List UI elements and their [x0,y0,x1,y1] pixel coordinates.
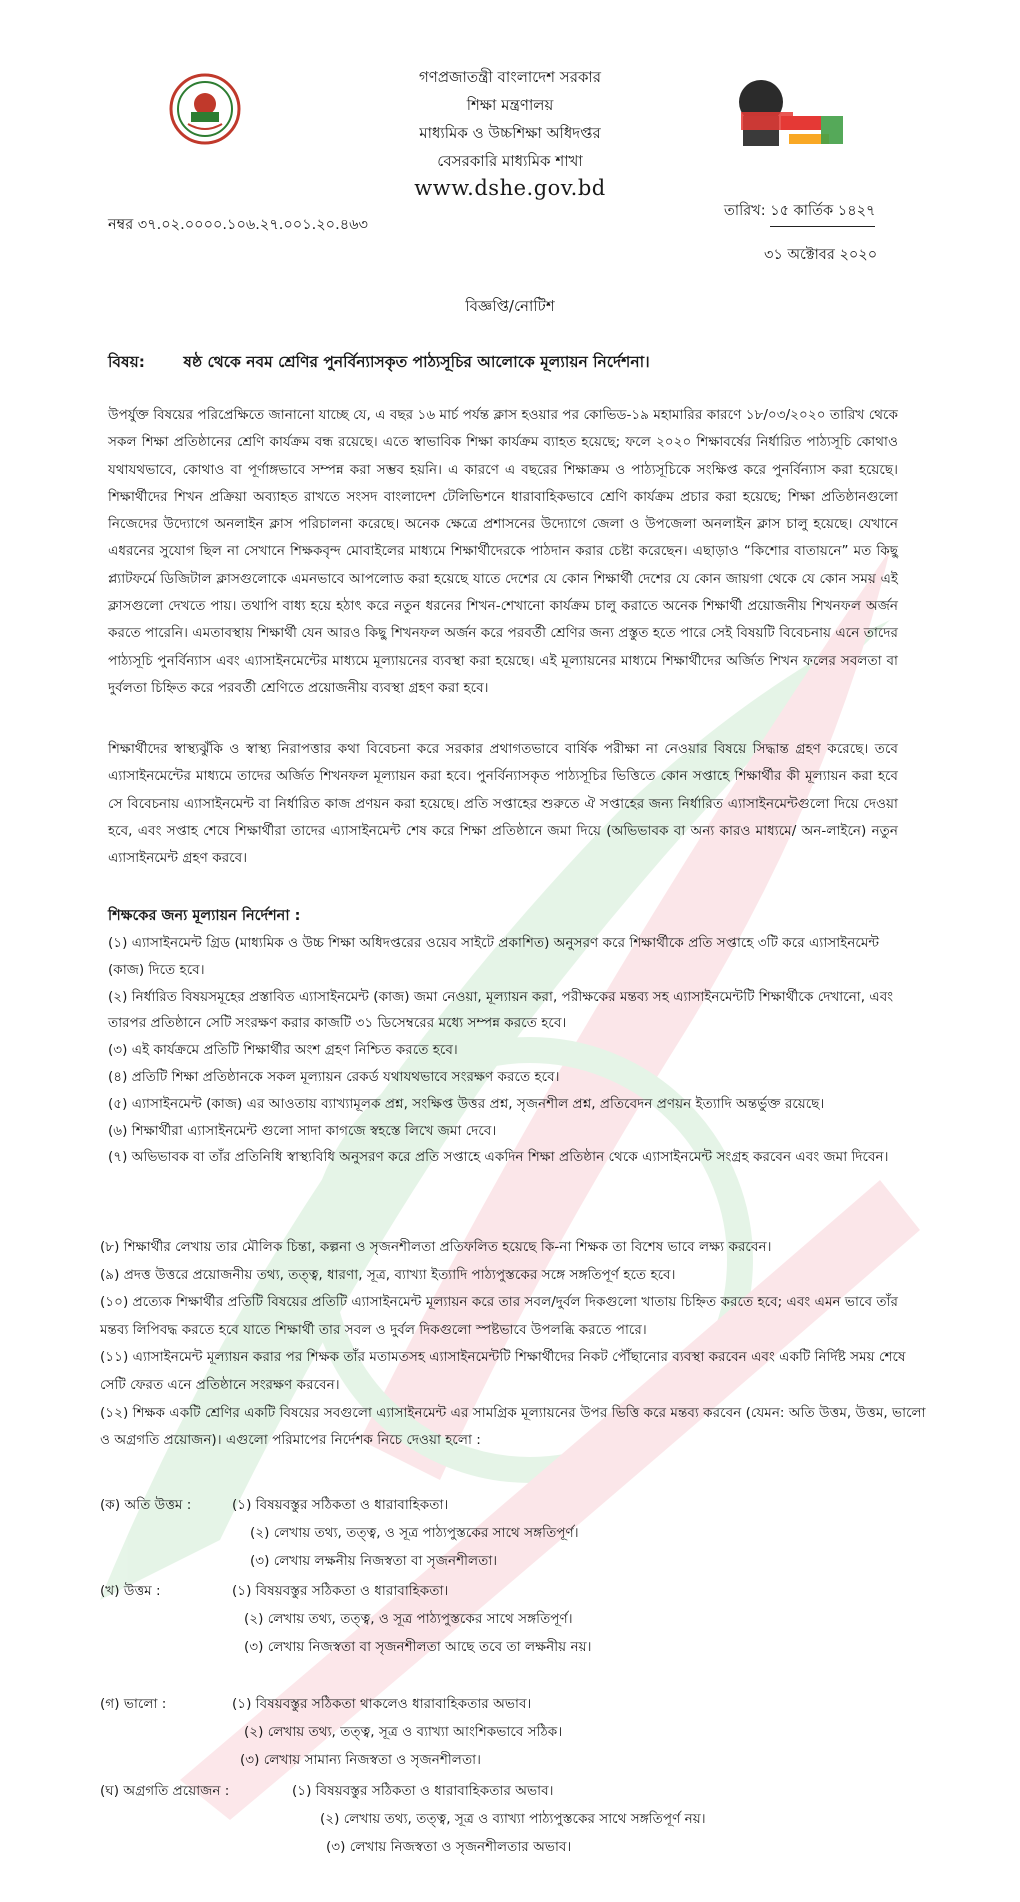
subject-label: বিষয়: [108,353,145,371]
criteria-kha-2: (২) লেখায় তথ্য, তত্ত্ব, ও সূত্র পাঠ্যপুস্তকের সাথে সঙ্গতিপূর্ণ। [244,1611,573,1627]
body-paragraph-2 [108,736,898,872]
criteria-kha-3: (৩) লেখায় নিজস্বতা বা সৃজনশীলতা আছে তবে তা লক্ষনীয় নয়। [244,1639,592,1655]
list-item: (১২) শিক্ষক একটি শ্রেণির একটি বিষয়ের সবগুলো এ্যাসাইনমেন্ট এর সামগ্রিক মূল্যায়নের উপর ভিত্তি করে মন্তব্য করবেন (যেমন: অতি উত্তম, উত্তম, ভালো ও অগ্রগতি প্রয়োজন)। এগুলো পরিমাপের নির্দেশক নিচে দেওয়া হলো : [100,1404,926,1449]
criteria-ga-3: (৩) লেখায় সামান্য নিজস্বতা ও সৃজনশীলতা। [240,1752,481,1768]
list-item: (৮) শিক্ষার্থীর লেখায় তার মৌলিক চিন্তা, কল্পনা ও সৃজনশীলতা প্রতিফলিত হয়েছে কি-না শিক্ষক তা বিশেষ ভাবে লক্ষ্য করবেন। [100,1239,772,1255]
date-gregorian: ৩১ অক্টোবর ২০২০ [764,247,878,263]
list-item: (২) নির্ধারিত বিষয়সমূহের প্রস্তাবিত এ্যাসাইনমেন্ট (কাজ) জমা নেওয়া, মূল্যায়ন করা, পরীক্ষকের মন্তব্য সহ এ্যাসাইনমেন্টটি শিক্ষার্থীকে দেখানো, এবং তারপর প্রতিষ্ঠানে সেটি সংরক্ষণ করার কাজটি ৩১ ডিসেম্বরের মধ্যে সম্পন্ন করতে হবে। [108,988,894,1032]
guidelines-heading: শিক্ষকের জন্য মূল্যায়ন নির্দেশনা : [108,908,301,924]
date-bangla [724,200,875,227]
criteria-label-ga: (গ) ভালো : [100,1696,167,1712]
body-paragraph-1 [108,402,898,702]
list-item: (১১) এ্যাসাইনমেন্ট মূল্যায়ন করার পর শিক্ষক তাঁর মতামতসহ এ্যাসাইনমেন্টটি শিক্ষার্থীদের নিকট পৌঁছানোর ব্যবস্থা করবেন এবং একটি নির্দিষ্ট সময় শেষে সেটি ফেরত এনে প্রতিষ্ঠানে সংরক্ষণ করবেন। [100,1349,906,1393]
criteria-label-gha: (ঘ) অগ্রগতি প্রয়োজন : [100,1783,230,1799]
website-url: www.dshe.gov.bd [414,176,606,200]
guidelines-list-continued [100,1234,930,1455]
list-item: (১) এ্যাসাইনমেন্ট গ্রিড (মাধ্যমিক ও উচ্চ শিক্ষা অধিদপ্তরের ওয়েব সাইটে প্রকাশিত) অনুসরণ করে শিক্ষার্থীকে প্রতি সপ্তাহে ৩টি করে এ্যাসাইনমেন্ট (কাজ) দিতে হবে। [108,935,880,978]
criteria-ka-2: (২) লেখায় তথ্য, তত্ত্ব, ও সূত্র পাঠ্যপুস্তকের সাথে সঙ্গতিপূর্ণ। [250,1525,579,1541]
date-bangla-value: ১৫ কার্তিক ১৪২৭ [770,200,875,227]
mujib-borsho-logo [733,72,851,152]
criteria-ka-1: (১) বিষয়বস্তুর সঠিকতা ও ধারাবাহিকতা। [232,1497,449,1513]
list-item: (৫) এ্যাসাইনমেন্ট (কাজ) এর আওতায় ব্যাখ্যামূলক প্রশ্ন, সংক্ষিপ্ত উত্তর প্রশ্ন, সৃজনশীল প্রশ্ন, প্রতিবেদন প্রণয়ন ইত্যাদি অন্তর্ভুক্ত রয়েছে। [108,1095,825,1112]
criteria-ka-3: (৩) লেখায় লক্ষনীয় নিজস্বতা বা সৃজনশীলতা। [250,1553,498,1569]
memo-number: নম্বর ৩৭.০২.০০০০.১০৬.২৭.০০১.২০.৪৬৩ [108,217,368,233]
list-item: (৪) প্রতিটি শিক্ষা প্রতিষ্ঠানকে সকল মূল্যায়ন রেকর্ড যথাযথভাবে সংরক্ষণ করতে হবে। [108,1068,560,1085]
ministry-logo [168,72,242,146]
criteria-gha-2: (২) লেখায় তথ্য, তত্ত্ব, সূত্র ও ব্যাখ্যা পাঠ্যপুস্তকের সাথে সঙ্গতিপূর্ণ নয়। [320,1811,706,1827]
criteria-gha-1: (১) বিষয়বস্তুর সঠিকতা ও ধারাবাহিকতার অভাব। [292,1783,554,1799]
criteria-gha-3: (৩) লেখায় নিজস্বতা ও সৃজনশীলতার অভাব। [326,1839,572,1855]
notice-title: বিজ্ঞপ্তি/নোটিশ [465,297,555,315]
criteria-ga-2: (২) লেখায় তথ্য, তত্ত্ব, সূত্র ও ব্যাখ্যা আংশিকভাবে সঠিক। [244,1724,563,1740]
paragraph-text: শিক্ষার্থীদের স্বাস্থ্যঝুঁকি ও স্বাস্থ্য নিরাপত্তার কথা বিবেচনা করে সরকার প্রথাগতভাবে বার্ষিক পরীক্ষা না নেওয়ার বিষয়ে সিদ্ধান্ত গ্রহণ করেছে। তবে এ্যাসাইনমেন্টের মাধ্যমে তাদের অর্জিত শিখনফল মূল্যায়ন করা হবে। পুনর্বিন্যাসকৃত পাঠ্যসূচির ভিত্তিতে কোন সপ্তাহে শিক্ষার্থীর কী মূল্যায়ন করা হবে সে বিবেচনায় এ্যাসাইনমেন্ট বা নির্ধারিত কাজ প্রণয়ন করা হয়েছে। প্রতি সপ্তাহের শুরুতে ঐ সপ্তাহের জন্য নির্ধারিত এ্যাসাইনমেন্টগুলো দিয়ে দেওয়া হবে, এবং সপ্তাহ শেষে শিক্ষার্থীরা তাদের এ্যাসাইনমেন্ট শেষ করে শিক্ষা প্রতিষ্ঠানে জমা দিয়ে (অভিভাবক বা অন্য কারও মাধ্যমে/ অন-লাইনে) নতুন এ্যাসাইনমেন্ট গ্রহণ করবে। [108,741,898,867]
list-item: (৯) প্রদত্ত উত্তরে প্রয়োজনীয় তথ্য, তত্ত্ব, ধারণা, সূত্র, ব্যাখ্যা ইত্যাদি পাঠ্যপুস্তকের সঙ্গে সঙ্গতিপূর্ণ হতে হবে। [100,1266,676,1283]
directorate-name: মাধ্যমিক ও উচ্চশিক্ষা অধিদপ্তর [419,124,601,142]
criteria-ga-1: (১) বিষয়বস্তুর সঠিকতা থাকলেও ধারাবাহিকতার অভাব। [232,1696,532,1712]
ministry-name: শিক্ষা মন্ত্রণালয় [466,96,554,114]
govt-name: গণপ্রজাতন্ত্রী বাংলাদেশ সরকার [418,68,602,86]
subject-line [108,350,650,376]
list-item: (৬) শিক্ষার্থীরা এ্যাসাইনমেন্ট গুলো সাদা কাগজে স্বহস্তে লিখে জমা দেবে। [108,1122,497,1139]
list-item: (১০) প্রত্যেক শিক্ষার্থীর প্রতিটি বিষয়ের প্রতিটি এ্যাসাইনমেন্ট মূল্যায়ন করে তার সবল/দুর্বল দিকগুলো খাতায় চিহ্নিত করতে হবে; এবং এমন ভাবে তাঁর মন্তব্য লিপিবদ্ধ করতে হবে যাতে শিক্ষার্থী তার সবল ও দুর্বল দিকগুলো স্পষ্টভাবে উপলব্ধি করতে পারে। [100,1294,898,1338]
list-item: (৩) এই কার্যক্রমে প্রতিটি শিক্ষার্থীর অংশ গ্রহণ নিশ্চিত করতে হবে। [108,1042,458,1059]
guidelines-list [108,930,898,1171]
date-label: তারিখ: [724,203,766,219]
criteria-label-ka: (ক) অতি উত্তম : [100,1497,192,1513]
criteria-label-kha: (খ) উত্তম : [100,1583,161,1599]
list-item: (৭) অভিভাবক বা তাঁর প্রতিনিধি স্বাস্থ্যবিধি অনুসরণ করে প্রতি সপ্তাহে একদিন শিক্ষা প্রতিষ্ঠান থেকে এ্যাসাইনমেন্ট সংগ্রহ করবেন এবং জমা দিবেন। [108,1149,889,1166]
branch-name: বেসরকারি মাধ্যমিক শাখা [437,152,583,170]
subject-text: ষষ্ঠ থেকে নবম শ্রেণির পুনর্বিন্যাসকৃত পাঠ্যসূচির আলোকে মূল্যায়ন নির্দেশনা। [183,353,650,371]
paragraph-text: উপর্যুক্ত বিষয়ের পরিপ্রেক্ষিতে জানানো যাচ্ছে যে, এ বছর ১৬ মার্চ পর্যন্ত ক্লাস হওয়ার পর কোভিড-১৯ মহামারির কারণে ১৮/০৩/২০২০ তারিখ থেকে সকল শিক্ষা প্রতিষ্ঠানের শ্রেণি কার্যক্রম বন্ধ রয়েছে। এতে স্বাভাবিক শিক্ষা কার্যক্রম ব্যাহত হয়েছে; ফলে ২০২০ শিক্ষাবর্ষের নির্ধারিত পাঠ্যসূচি কোথাও যথাযথভাবে, কোথাও বা পূর্ণাঙ্গভাবে সম্পন্ন করা সম্ভব হয়নি। এ কারণে এ বছরের শিক্ষাক্রম ও পাঠ্যসূচিকে সংক্ষিপ্ত করে পুনর্বিন্যাস করা হয়েছে। শিক্ষার্থীদের শিখন প্রক্রিয়া অব্যাহত রাখতে সংসদ বাংলাদেশ টেলিভিশনে ধারাবাহিকভাবে শ্রেণি কার্যক্রম প্রচার করা হয়েছে; শিক্ষা প্রতিষ্ঠানগুলো নিজেদের উদ্যোগে অনলাইন ক্লাস পরিচালনা করেছে। অনেক ক্ষেত্রে প্রশাসনের উদ্যোগে জেলা ও উপজেলা অনলাইন ক্লাস চালু হয়েছে। যেখানে এধরনের সুযোগ ছিল না সেখানে শিক্ষকবৃন্দ মোবাইলের মাধ্যমে শিক্ষার্থীদেরকে পাঠদান করার চেষ্টা করেছেন। এছাড়াও “কিশোর বাতায়নে” মত কিছু প্ল্যাটফর্মে ডিজিটাল ক্লাসগুলোকে এমনভাবে আপলোড করা হয়েছে যাতে দেশের যে কোন শিক্ষার্থী দেশের যে কোন জায়গা থেকে যে কোন সময় এই ক্লাসগুলো দেখতে পায়। তথাপি বাধ্য হয়ে হঠাৎ করে নতুন ধরনের শিখন-শেখানো কার্যক্রম চালু করাতে অনেক শিক্ষার্থী প্রয়োজনীয় শিখনফল অর্জন করতে পারেনি। এমতাবস্থায় শিক্ষার্থী যেন আরও কিছু শিখনফল অর্জন করে পরবর্তী শ্রেণির জন্য প্রস্তুত হতে পারে সেই বিষয়টি বিবেচনায় এনে তাদের পাঠ্যসূচি পুনর্বিন্যাস এবং এ্যাসাইনমেন্টের মাধ্যমে মূল্যায়নের ব্যবস্থা করা হয়েছে। এই মূল্যায়নের মাধ্যমে শিক্ষার্থীদের অর্জিত শিখন ফলের সবলতা বা দুর্বলতা চিহ্নিত করে পরবর্তী শ্রেণিতে প্রয়োজনীয় ব্যবস্থা গ্রহণ করা হবে। [108,407,898,696]
criteria-kha-1: (১) বিষয়বস্তুর সঠিকতা ও ধারাবাহিকতা। [232,1583,449,1599]
